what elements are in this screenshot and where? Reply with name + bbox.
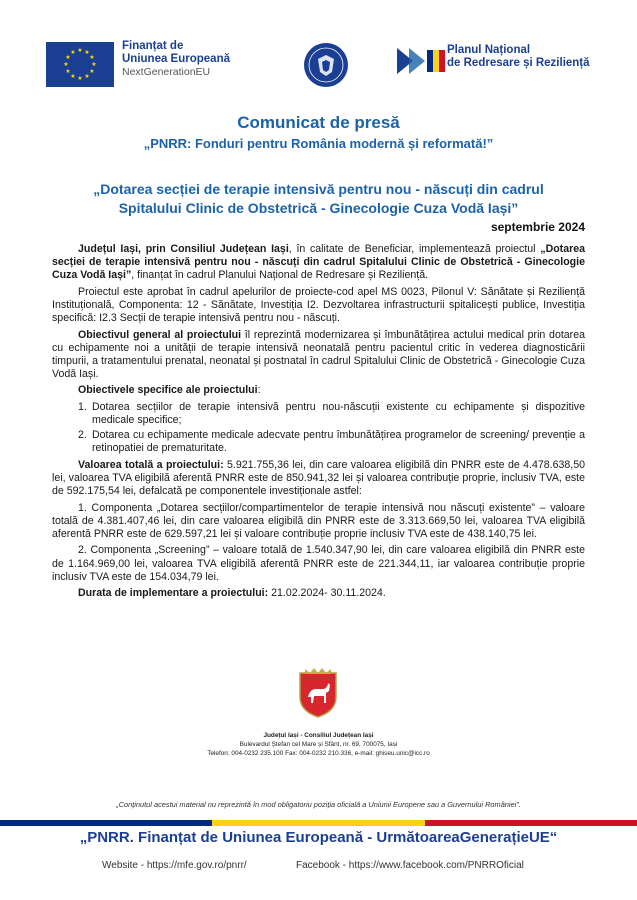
project-title: „Dotarea secției de terapie intensivă pentru nou - născuți din cadrul Spitalului Clinic de Obstetrică - Ginecologie Cuza Vodă Iași” <box>93 181 544 216</box>
specific-objectives-label: Obiectivele specifice ale proiectului <box>78 384 258 397</box>
address-block <box>0 731 637 758</box>
specific-objectives-heading <box>52 384 585 397</box>
list-item-number: 2. <box>78 429 87 442</box>
eu-flag-icon <box>46 42 114 87</box>
address-street: Bulevardul Ștefan cel Mare și Sfânt, nr. 69, 700075, Iași <box>239 741 398 748</box>
pnrr-logo-icon <box>395 44 447 78</box>
list-item-number: 1. <box>78 401 87 414</box>
eu-funding-label <box>122 40 230 79</box>
pnrr-label <box>447 44 590 70</box>
duration-text: 21.02.2024- 30.11.2024. <box>268 587 386 600</box>
svg-text:★: ★ <box>89 68 95 75</box>
list-item-text: Dotarea secțiilor de terapie intensivă pentru nou-născuții existente cu echipamente și dispozitive medicale specifice; <box>92 401 585 427</box>
website-link[interactable]: Website - https://mfe.gov.ro/pnrr/ <box>102 860 247 871</box>
press-release-body <box>52 243 585 604</box>
project-name-inline: „Dotarea secției de terapie intensivă pentru nou - născuți din cadrul Spitalului Clinic de Obstetrică - Ginecologie Cuza Vodă Iași” <box>52 243 586 282</box>
address-contact: Telefon: 004-0232 235.100 Fax: 004-0232 210.336, e-mail: ghiseu.unic@icc.ro <box>207 750 430 757</box>
total-value-text: 5.921.755,36 lei, din care valoarea eligibilă din PNRR este de 4.478.638,50 lei, valoarea TVA eligibilă aferentă PNRR este de 850.941,32 lei și valoarea contribuție proprie, inclusiv TVA, este de 592.175,54 lei, defalcată pe componentele investiționale astfel: <box>52 458 585 498</box>
pnrr-line-1: Planul Național <box>447 44 531 56</box>
svg-text:★: ★ <box>77 47 83 54</box>
svg-text:★: ★ <box>65 68 71 75</box>
paragraph-component-2: 2. Componenta „Screening” – valoare totală de 1.540.347,90 lei, din care valoarea eligibilă din PNRR este de 1.164.969,00 lei, valoarea TVA eligibilă aferentă PNRR este de 221.344,11, iar valoarea contribuție proprie inclusiv TVA este de 154.034,79 lei. <box>52 544 585 583</box>
paragraph-approval: Proiectul este aprobat în cadrul apelurilor de proiecte-cod apel MS 0023, Pilonul V: Sănătate și Reziliență Instituțională, Componenta: 12 - Sănătate, Investiția I2. Dezvoltarea infrastructurii spitalicești publice, Investiția specifică: I2.3 Secții de terapie intensivă pentru nou - născuți. <box>52 285 585 324</box>
page-title: Comunicat de presă <box>237 113 400 132</box>
list-item <box>78 401 585 427</box>
svg-text:★: ★ <box>77 75 83 82</box>
page-subtitle: „PNRR: Fonduri pentru România modernă și reformată!” <box>143 136 494 151</box>
eu-line-1: Finanțat de <box>122 40 184 52</box>
paragraph-duration <box>52 587 585 600</box>
intro-text-2: , finanțat în cadrul Planului Național de Redresare și Reziliență. <box>131 269 429 282</box>
total-value-heading: Valoarea totală a proiectului: <box>78 458 224 471</box>
svg-text:★: ★ <box>84 49 90 56</box>
facebook-link[interactable]: Facebook - https://www.facebook.com/PNRROficial <box>296 860 524 871</box>
paragraph-intro <box>52 243 585 282</box>
paragraph-objective <box>52 329 585 381</box>
pnrr-line-2: de Redresare și Reziliență <box>447 57 590 69</box>
svg-text:★: ★ <box>65 54 71 61</box>
paragraph-component-1: 1. Componenta „Dotarea secțiilor/compartimentelor de terapie intensivă nou născuți existente” – valoare totală de 4.381.407,46 lei, din care valoarea eligibilă din PNRR este de 3.313.669,50 lei, valoarea TVA eligibilă aferentă PNRR este de 629.597,21 lei și valoare contribuție proprie inclusiv TVA este de 438.140,75 lei. <box>52 501 585 540</box>
eu-line-3: NextGenerationEU <box>122 66 211 78</box>
address-institution: Județul Iași - Consiliul Județean Iași <box>263 732 374 739</box>
specific-objectives-list <box>52 401 585 455</box>
list-item <box>78 429 585 455</box>
objective-heading: Obiectivul general al proiectului <box>78 328 242 341</box>
svg-text:★: ★ <box>70 73 76 80</box>
duration-heading: Durata de implementare a proiectului: <box>78 587 269 600</box>
svg-text:★: ★ <box>63 61 69 68</box>
paragraph-total-value <box>52 459 585 498</box>
specific-objectives-colon: : <box>257 384 261 397</box>
beneficiary-name: Județul Iași, prin Consiliul Județean Iași <box>78 243 289 255</box>
disclaimer-text: „Conținutul acestui material nu reprezintă în mod obligatoriu poziția oficială a Uniunii Europene sau a Guvernului României”. <box>116 800 521 809</box>
flag-stripe <box>0 813 637 819</box>
publication-date: septembrie 2024 <box>490 220 585 234</box>
footer-title: „PNRR. Finanțat de Uniunea Europeană - UrmătoareaGenerațieUE“ <box>79 829 558 846</box>
svg-text:★: ★ <box>91 61 97 68</box>
government-seal-icon <box>303 42 349 88</box>
objective-text: îl reprezintă modernizarea și îmbunătățirea actului medical prin dotarea cu echipamente noi a unității de terapie intensivă neonatală pentru pacientul critic în vederea diagnosticării timpurii, a tratamentului prenatal, neonatal și postnatal în cadrul Spitalului Clinic de Obstetrică - Ginecologie Cuza Vodă Iași. <box>52 328 585 380</box>
svg-text:★: ★ <box>70 49 76 56</box>
list-item-text: Dotarea cu echipamente medicale adecvate pentru îmbunătățirea programelor de screening/ prevenție a retinopatiei de prematuritate. <box>92 429 585 455</box>
iasi-county-crest-icon <box>296 667 340 719</box>
svg-text:★: ★ <box>89 54 95 61</box>
intro-text-1: , în calitate de Beneficiar, implementează proiectul <box>288 243 541 255</box>
svg-text:★: ★ <box>84 73 90 80</box>
eu-line-2: Uniunea Europeană <box>122 53 230 65</box>
